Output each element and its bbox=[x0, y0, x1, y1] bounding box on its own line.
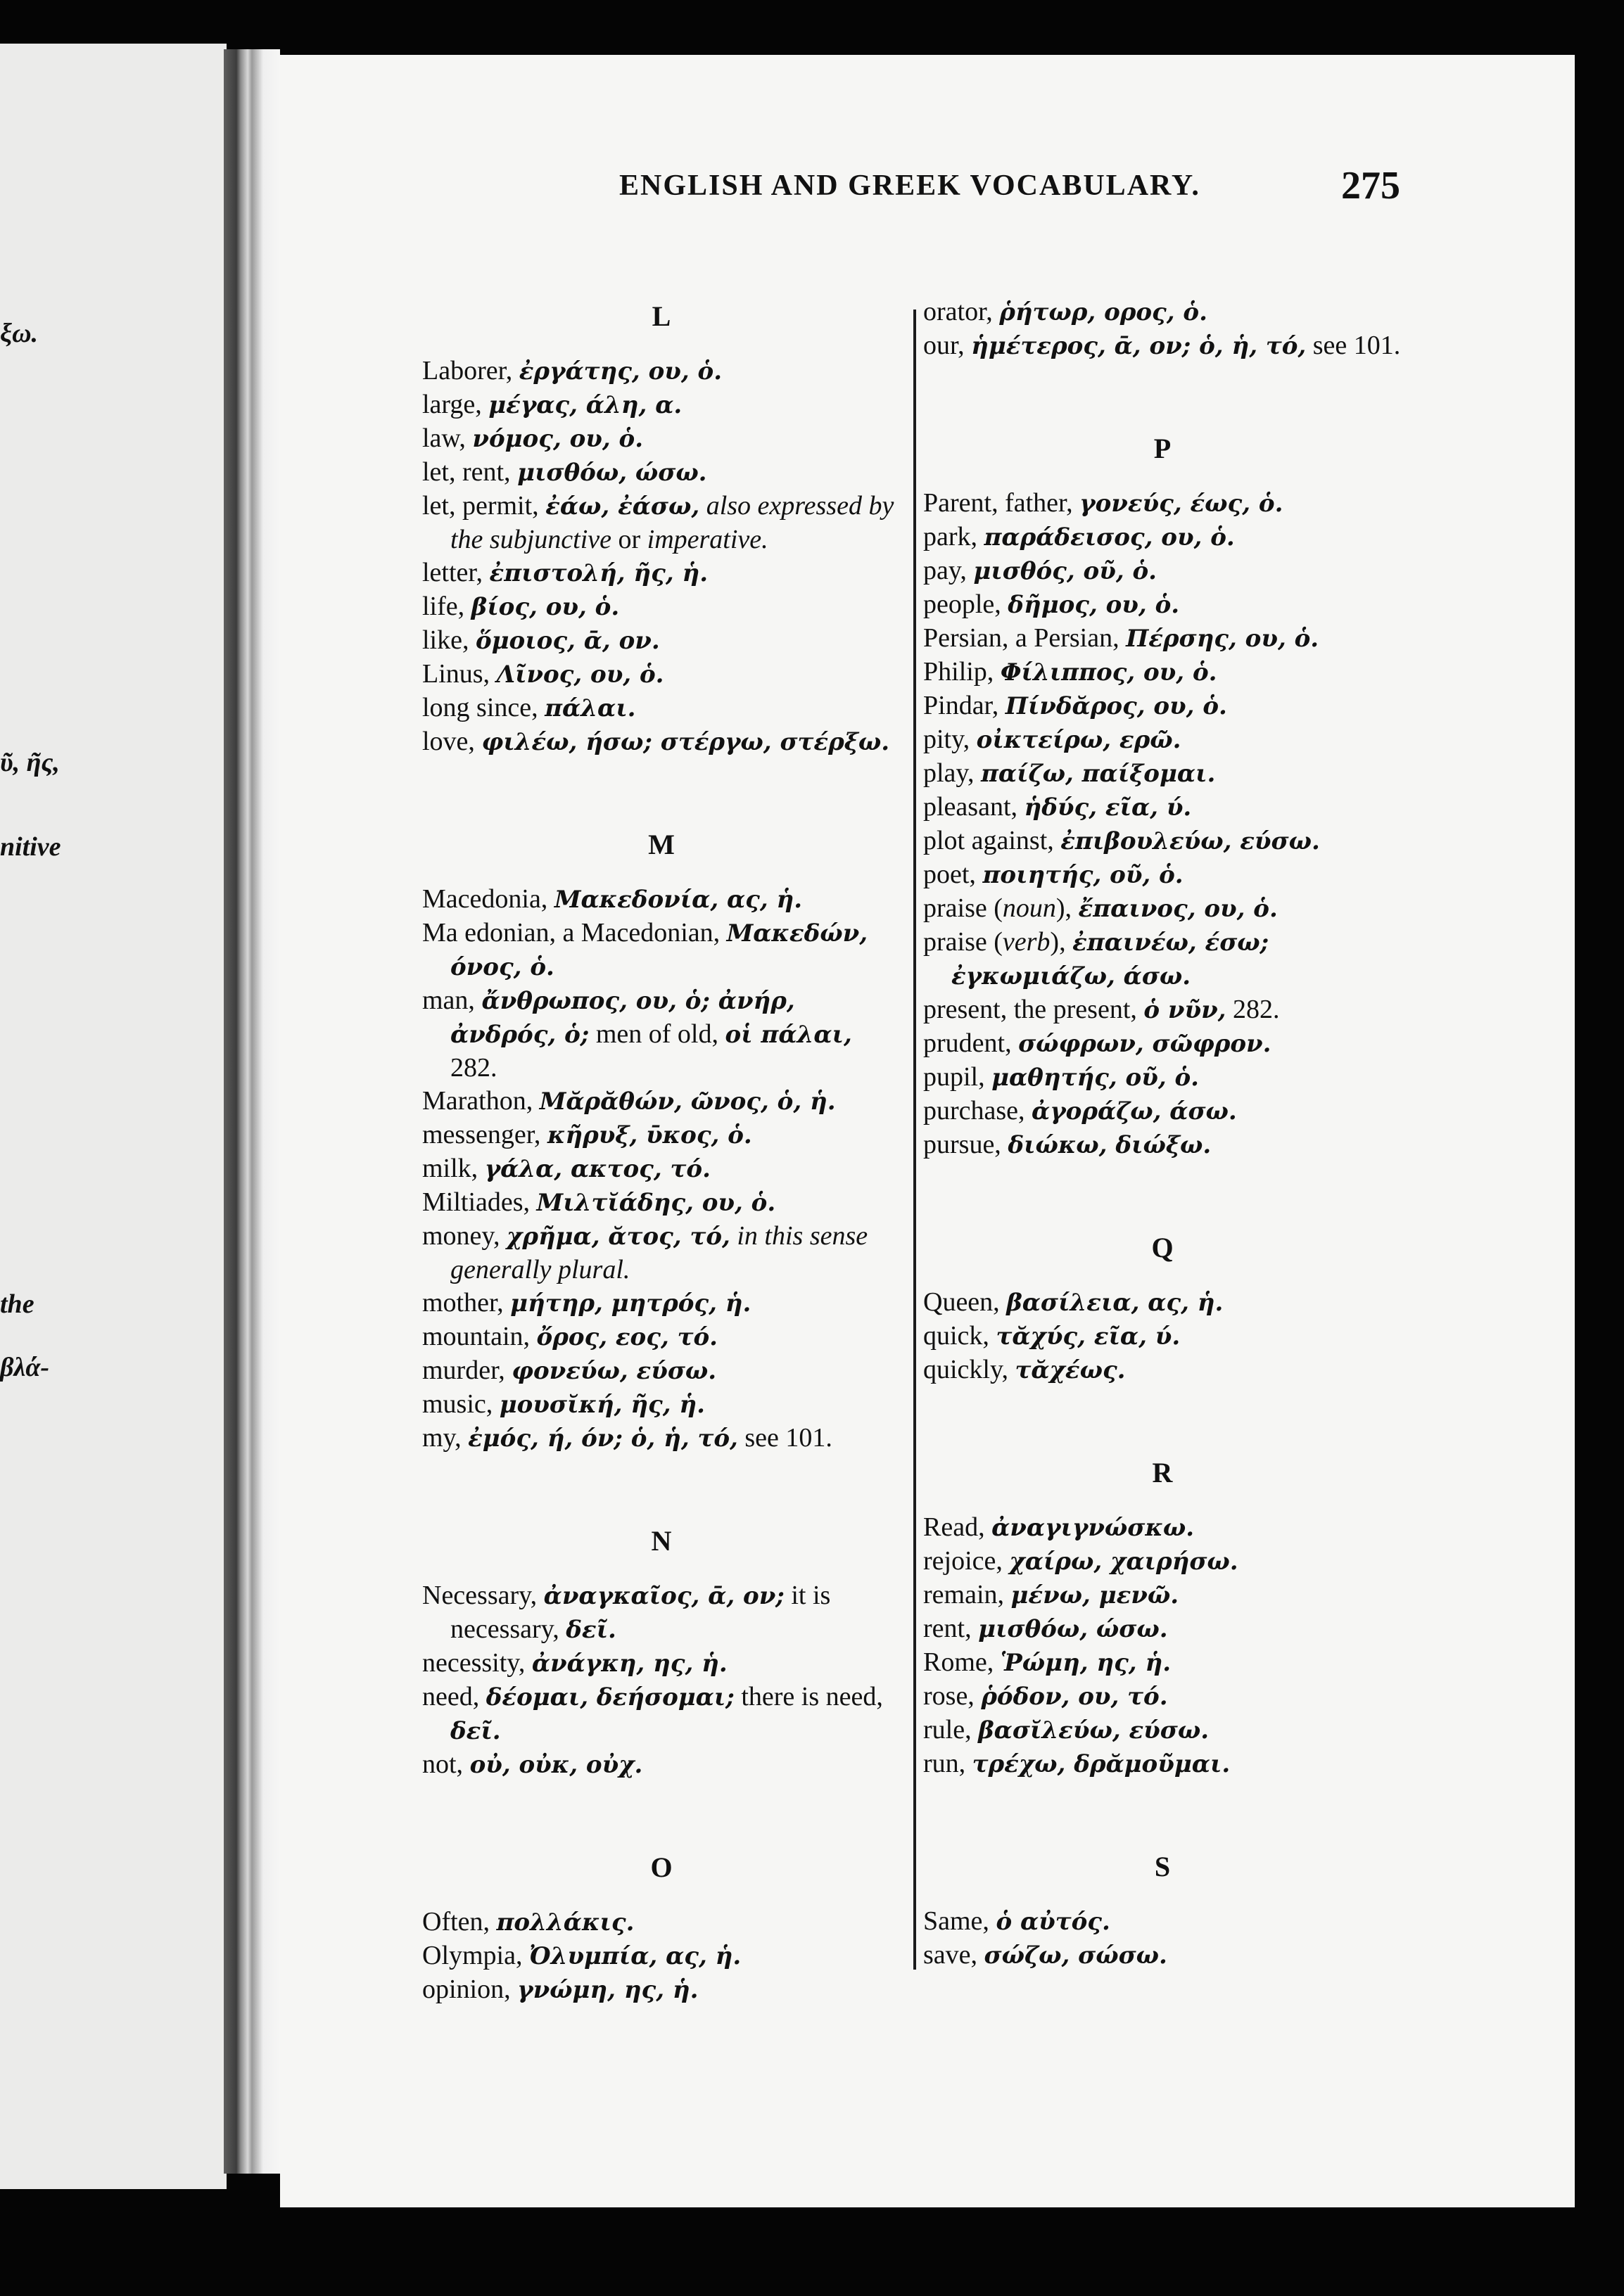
english-term: purchase, bbox=[923, 1096, 1025, 1125]
greek-term: τᾰχέως. bbox=[1015, 1356, 1126, 1384]
greek-term: βίος, ου, ὁ. bbox=[471, 593, 620, 621]
vocab-entry bbox=[923, 588, 1402, 622]
vocab-entry bbox=[422, 624, 901, 658]
greek-term: μένω, μενῶ. bbox=[1010, 1581, 1179, 1609]
vocab-entry bbox=[422, 1118, 901, 1152]
english-term: Same, bbox=[923, 1906, 989, 1936]
greek-term: μαθητής, οῦ, ὁ. bbox=[991, 1064, 1200, 1092]
italic-note: noun bbox=[1002, 893, 1056, 923]
vocab-entry bbox=[923, 1027, 1402, 1061]
greek-term: Μᾰρᾰθών, ῶνος, ὁ, ἡ. bbox=[539, 1088, 836, 1116]
greek-term: Φίλιππος, ου, ὁ. bbox=[1000, 658, 1217, 687]
vocabulary-column-right bbox=[923, 295, 1402, 1972]
vocab-entry bbox=[923, 892, 1402, 926]
vocab-entry bbox=[923, 926, 1402, 993]
english-term: see 101. bbox=[1312, 331, 1401, 360]
greek-term: ὄρος, εος, τό. bbox=[536, 1323, 718, 1351]
margin-fragment: ῦ, ῆς, bbox=[0, 748, 60, 777]
vocab-entry bbox=[923, 1714, 1402, 1747]
greek-term: οἰκτείρω, ερῶ. bbox=[976, 726, 1181, 754]
english-term: Ma edonian, a Macedonian, bbox=[422, 918, 721, 948]
running-head bbox=[338, 163, 1407, 219]
running-title: ENGLISH AND GREEK VOCABULARY. bbox=[619, 170, 1200, 202]
english-term: need, bbox=[422, 1682, 480, 1711]
vocab-section bbox=[422, 1520, 901, 1782]
english-term: long since, bbox=[422, 693, 538, 722]
vocab-entry bbox=[923, 554, 1402, 588]
english-term: people, bbox=[923, 589, 1001, 619]
greek-term: Πίνδᾰρος, ου, ὁ. bbox=[1005, 692, 1227, 720]
english-term: let, permit, bbox=[422, 491, 539, 521]
greek-term: ἄνθρωπος, ου, ὁ; ἀνήρ, ἀνδρός, ὁ; bbox=[450, 987, 795, 1049]
vocab-entry bbox=[923, 1128, 1402, 1162]
english-term: love, bbox=[422, 727, 475, 756]
vocab-entry bbox=[422, 1748, 901, 1782]
english-term: law, bbox=[422, 423, 466, 453]
greek-term: μισθόω, ώσω. bbox=[517, 459, 707, 487]
english-term: pleasant, bbox=[923, 792, 1018, 822]
vocab-entry bbox=[923, 1286, 1402, 1320]
greek-term: ποιητής, οῦ, ὁ. bbox=[982, 861, 1184, 889]
english-term: poet, bbox=[923, 860, 976, 889]
english-term: Queen, bbox=[923, 1287, 1000, 1317]
vocab-entry bbox=[422, 1422, 901, 1455]
vocab-entry bbox=[923, 1579, 1402, 1612]
greek-term: δεῖ. bbox=[450, 1717, 501, 1745]
vocabulary-column-left bbox=[422, 295, 901, 2007]
greek-term: νόμος, ου, ὁ. bbox=[472, 425, 644, 453]
english-term: Miltiades, bbox=[422, 1187, 531, 1217]
english-term: Laborer, bbox=[422, 356, 513, 385]
english-term: man, bbox=[422, 986, 475, 1015]
greek-term: φιλέω, ήσω; στέργω, στέρξω. bbox=[481, 728, 890, 756]
section-letter: O bbox=[650, 1851, 673, 1883]
english-term: play, bbox=[923, 758, 975, 788]
vocab-entry bbox=[422, 1579, 901, 1647]
english-term: plot against, bbox=[923, 826, 1054, 855]
section-letter: R bbox=[1152, 1457, 1173, 1488]
vocab-entry bbox=[923, 521, 1402, 554]
greek-term: τᾰχύς, εῖα, ύ. bbox=[996, 1322, 1181, 1351]
english-term: prudent, bbox=[923, 1028, 1012, 1058]
greek-term: ἐπαινέω, έσω; ἐγκωμιάζω, άσω. bbox=[951, 929, 1269, 990]
vocab-entry bbox=[422, 1647, 901, 1680]
english-term: let, rent, bbox=[422, 457, 511, 487]
greek-term: χαίρω, χαιρήσω. bbox=[1009, 1548, 1238, 1576]
greek-term: ἐπιστολή, ῆς, ἡ. bbox=[489, 559, 709, 587]
english-term: our, bbox=[923, 331, 965, 360]
greek-term: Μακεδονία, ας, ἡ. bbox=[554, 886, 803, 914]
english-term: run, bbox=[923, 1749, 966, 1778]
vocab-entry bbox=[422, 1152, 901, 1186]
english-term: rule, bbox=[923, 1715, 972, 1745]
vocab-entry bbox=[422, 725, 901, 759]
english-term: Often, bbox=[422, 1907, 490, 1937]
vocab-section bbox=[422, 1847, 901, 2007]
english-term: not, bbox=[422, 1749, 464, 1779]
greek-term: ῥήτωρ, ορος, ὁ. bbox=[999, 298, 1207, 326]
vocab-entry bbox=[422, 1287, 901, 1320]
english-term: or bbox=[618, 525, 641, 554]
vocab-entry bbox=[422, 1906, 901, 1939]
vocab-entry bbox=[923, 1061, 1402, 1095]
section-letter: Q bbox=[1151, 1232, 1174, 1263]
greek-term: δεῖ. bbox=[566, 1616, 616, 1644]
english-term: rose, bbox=[923, 1681, 975, 1711]
vocab-section bbox=[923, 1227, 1402, 1387]
english-term: save, bbox=[923, 1940, 978, 1970]
english-term: rejoice, bbox=[923, 1546, 1003, 1576]
greek-term: μουσῐκή, ῆς, ἡ. bbox=[499, 1391, 705, 1419]
vocab-entry bbox=[422, 984, 901, 1085]
english-term: murder, bbox=[422, 1356, 505, 1385]
english-term: remain, bbox=[923, 1580, 1005, 1609]
vocab-entry bbox=[923, 1680, 1402, 1714]
vocab-section bbox=[422, 824, 901, 1455]
english-term: Marathon, bbox=[422, 1086, 533, 1116]
english-term: letter, bbox=[422, 558, 483, 587]
english-term: orator, bbox=[923, 297, 993, 326]
vocab-entry bbox=[923, 1612, 1402, 1646]
english-term: messenger, bbox=[422, 1120, 541, 1149]
english-term: pity, bbox=[923, 725, 970, 754]
greek-term: Ὀλυμπία, ας, ἡ. bbox=[528, 1942, 742, 1970]
vocab-entry bbox=[422, 490, 901, 556]
vocab-section bbox=[923, 295, 1402, 363]
greek-term: γάλα, ακτος, τό. bbox=[484, 1155, 711, 1183]
vocab-entry bbox=[923, 1905, 1402, 1939]
english-term: rent, bbox=[923, 1614, 972, 1643]
greek-term: χρῆμα, ᾰτος, τό, bbox=[506, 1223, 730, 1251]
vocab-entry bbox=[422, 590, 901, 624]
vocab-entry bbox=[422, 1220, 901, 1287]
section-letter: S bbox=[1154, 1851, 1171, 1882]
english-term: there is need, bbox=[741, 1682, 883, 1711]
greek-term: οὐ, οὐκ, οὐχ. bbox=[469, 1751, 643, 1779]
greek-term: οἱ πάλαι, bbox=[725, 1021, 852, 1049]
vocab-entry bbox=[923, 1353, 1402, 1387]
vocab-entry bbox=[422, 1939, 901, 1973]
english-term: milk, bbox=[422, 1154, 478, 1183]
vocab-entry bbox=[422, 1320, 901, 1354]
english-term: Philip, bbox=[923, 657, 994, 687]
greek-term: παράδεισος, ου, ὁ. bbox=[984, 523, 1235, 551]
vocab-entry bbox=[923, 622, 1402, 656]
english-term: mother, bbox=[422, 1288, 504, 1318]
margin-fragment: nitive bbox=[0, 832, 61, 862]
vocab-entry bbox=[422, 355, 901, 388]
margin-fragment: the bbox=[0, 1289, 34, 1319]
vocab-entry bbox=[422, 917, 901, 984]
vocab-section bbox=[923, 1452, 1402, 1781]
english-term: Persian, a Persian, bbox=[923, 623, 1119, 653]
vocab-entry bbox=[923, 1320, 1402, 1353]
greek-term: Μιλτῐάδης, ου, ὁ. bbox=[536, 1189, 776, 1217]
english-term: Pindar, bbox=[923, 691, 999, 720]
vocab-section bbox=[923, 428, 1402, 1162]
vocab-entry bbox=[422, 556, 901, 590]
greek-term: σώζω, σώσω. bbox=[984, 1941, 1167, 1970]
greek-term: ῥόδον, ου, τό. bbox=[981, 1683, 1168, 1711]
english-term: music, bbox=[422, 1389, 493, 1419]
english-term: ), bbox=[1050, 927, 1066, 957]
english-term: Linus, bbox=[422, 659, 490, 689]
greek-term: ἐργάτης, ου, ὁ. bbox=[519, 357, 723, 385]
vocab-entry bbox=[923, 1095, 1402, 1128]
english-term: quick, bbox=[923, 1321, 989, 1351]
english-term: mountain, bbox=[422, 1322, 531, 1351]
vocab-entry bbox=[422, 1388, 901, 1422]
english-term: life, bbox=[422, 592, 465, 621]
section-letter: P bbox=[1153, 433, 1172, 464]
english-term: ), bbox=[1055, 893, 1072, 923]
greek-term: Μακεδών, όνος, ὁ. bbox=[450, 919, 868, 981]
greek-term: πάλαι. bbox=[545, 694, 636, 722]
greek-term: ἀναγκαῖος, ᾱ, ον; bbox=[543, 1582, 785, 1610]
vocab-entry bbox=[923, 1747, 1402, 1781]
greek-term: κῆρυξ, ῡκος, ὁ. bbox=[547, 1121, 752, 1149]
greek-term: ἐπιβουλεύω, εύσω. bbox=[1060, 827, 1320, 855]
english-term: 282. bbox=[1233, 995, 1280, 1024]
greek-term: πολλάκις. bbox=[496, 1908, 635, 1937]
greek-term: δέομαι, δεήσομαι; bbox=[486, 1683, 735, 1711]
greek-term: μισθός, οῦ, ὁ. bbox=[973, 557, 1157, 585]
vocab-entry bbox=[923, 295, 1402, 329]
english-term: Macedonia, bbox=[422, 884, 548, 914]
greek-term: Λῖνος, ου, ὁ. bbox=[496, 661, 664, 689]
vocab-entry bbox=[923, 1646, 1402, 1680]
greek-term: βασίλεια, ας, ἡ. bbox=[1006, 1289, 1224, 1317]
greek-term: ἀγοράζω, άσω. bbox=[1032, 1097, 1237, 1125]
vocab-entry bbox=[923, 487, 1402, 521]
italic-note: also expressed by the subjunctive bbox=[450, 491, 894, 554]
english-term: praise ( bbox=[923, 927, 1003, 957]
english-term: it is necessary, bbox=[450, 1581, 831, 1644]
vocab-entry bbox=[923, 1545, 1402, 1579]
greek-term: γονεύς, έως, ὁ. bbox=[1079, 490, 1283, 518]
greek-term: ἡμέτερος, ᾱ, ον; ὁ, ἡ, τό, bbox=[971, 332, 1307, 360]
english-term: Necessary, bbox=[422, 1581, 538, 1610]
greek-term: σώφρων, σῶφρον. bbox=[1018, 1030, 1271, 1058]
english-term: Read, bbox=[923, 1512, 985, 1542]
vocab-section bbox=[923, 1846, 1402, 1972]
greek-term: ὅμοιος, ᾱ, ον. bbox=[475, 627, 660, 655]
vocab-entry bbox=[923, 791, 1402, 824]
greek-term: δῆμος, ου, ὁ. bbox=[1008, 591, 1180, 619]
vocab-entry bbox=[923, 858, 1402, 892]
vocab-entry bbox=[923, 1511, 1402, 1545]
vocab-entry bbox=[923, 689, 1402, 723]
vocab-entry bbox=[422, 1680, 901, 1748]
vocab-entry bbox=[923, 723, 1402, 757]
greek-term: Ῥώμη, ης, ἡ. bbox=[1000, 1649, 1172, 1677]
english-term: men of old, bbox=[595, 1019, 718, 1049]
greek-term: μισθόω, ώσω. bbox=[978, 1615, 1168, 1643]
english-term: large, bbox=[422, 390, 482, 419]
english-term: Olympia, bbox=[422, 1941, 523, 1970]
greek-term: μέγας, άλη, α. bbox=[488, 391, 683, 419]
vocab-entry bbox=[422, 1186, 901, 1220]
greek-term: ἀναγιγνώσκω. bbox=[991, 1514, 1195, 1542]
english-term: pursue, bbox=[923, 1130, 1001, 1159]
vocab-entry bbox=[422, 422, 901, 456]
greek-term: γνώμη, ης, ἡ. bbox=[517, 1976, 699, 2004]
english-term: pupil, bbox=[923, 1062, 985, 1092]
english-term: quickly, bbox=[923, 1355, 1009, 1384]
vocab-entry bbox=[422, 456, 901, 490]
book-gutter bbox=[224, 49, 280, 2174]
greek-term: βασῐλεύω, εύσω. bbox=[978, 1716, 1210, 1745]
vocab-entry bbox=[923, 993, 1402, 1027]
english-term: present, the present, bbox=[923, 995, 1137, 1024]
vocab-entry bbox=[923, 1939, 1402, 1972]
section-letter: M bbox=[648, 829, 675, 860]
greek-term: ὁ αὐτός. bbox=[996, 1908, 1110, 1936]
greek-term: μήτηρ, μητρός, ἡ. bbox=[510, 1289, 751, 1318]
vocab-entry bbox=[923, 656, 1402, 689]
vocab-entry bbox=[422, 658, 901, 691]
english-term: opinion, bbox=[422, 1975, 511, 2004]
english-term: necessity, bbox=[422, 1648, 526, 1678]
english-term: park, bbox=[923, 522, 978, 551]
greek-term: ὁ νῦν, bbox=[1143, 996, 1226, 1024]
english-term: my, bbox=[422, 1423, 462, 1453]
facing-page-left bbox=[0, 44, 227, 2189]
vocab-entry bbox=[422, 1973, 901, 2007]
margin-fragment: ξω. bbox=[0, 319, 39, 348]
vocab-entry bbox=[923, 824, 1402, 858]
greek-term: ἐάω, ἐάσω, bbox=[545, 492, 700, 521]
page-number: 275 bbox=[1341, 164, 1400, 208]
vocab-entry bbox=[422, 691, 901, 725]
greek-term: ἐμός, ή, όν; ὁ, ἡ, τό, bbox=[468, 1424, 738, 1453]
greek-term: Πέρσης, ου, ὁ. bbox=[1126, 625, 1319, 653]
column-divider bbox=[913, 310, 916, 1970]
vocab-entry bbox=[422, 883, 901, 917]
english-term: pay, bbox=[923, 556, 967, 585]
italic-note: in this sense generally plural. bbox=[450, 1221, 868, 1284]
vocab-entry bbox=[422, 388, 901, 422]
english-term: like, bbox=[422, 625, 469, 655]
greek-term: τρέχω, δρᾰμοῦμαι. bbox=[972, 1750, 1231, 1778]
vocab-entry bbox=[422, 1354, 901, 1388]
margin-fragment: βλά- bbox=[0, 1353, 50, 1382]
vocab-entry bbox=[422, 1085, 901, 1118]
greek-term: διώκω, διώξω. bbox=[1008, 1131, 1212, 1159]
vocab-section bbox=[422, 295, 901, 759]
vocab-entry bbox=[923, 757, 1402, 791]
english-term: money, bbox=[422, 1221, 500, 1251]
greek-term: ἔπαινος, ου, ὁ. bbox=[1078, 895, 1278, 923]
english-term: see 101. bbox=[744, 1423, 832, 1453]
english-term: 282. bbox=[450, 1053, 497, 1083]
english-term: praise ( bbox=[923, 893, 1003, 923]
english-term: Parent, father, bbox=[923, 488, 1073, 518]
italic-note: verb bbox=[1002, 927, 1051, 957]
italic-note: imperative. bbox=[647, 525, 768, 554]
greek-term: παίζω, παίξομαι. bbox=[980, 760, 1216, 788]
greek-term: ἀνάγκη, ης, ἡ. bbox=[531, 1650, 728, 1678]
english-term: Rome, bbox=[923, 1647, 994, 1677]
section-letter: L bbox=[652, 300, 671, 332]
greek-term: φονεύω, εύσω. bbox=[512, 1357, 717, 1385]
greek-term: ἡδύς, εῖα, ύ. bbox=[1024, 793, 1192, 822]
section-letter: N bbox=[651, 1525, 672, 1557]
vocab-entry bbox=[923, 329, 1402, 363]
